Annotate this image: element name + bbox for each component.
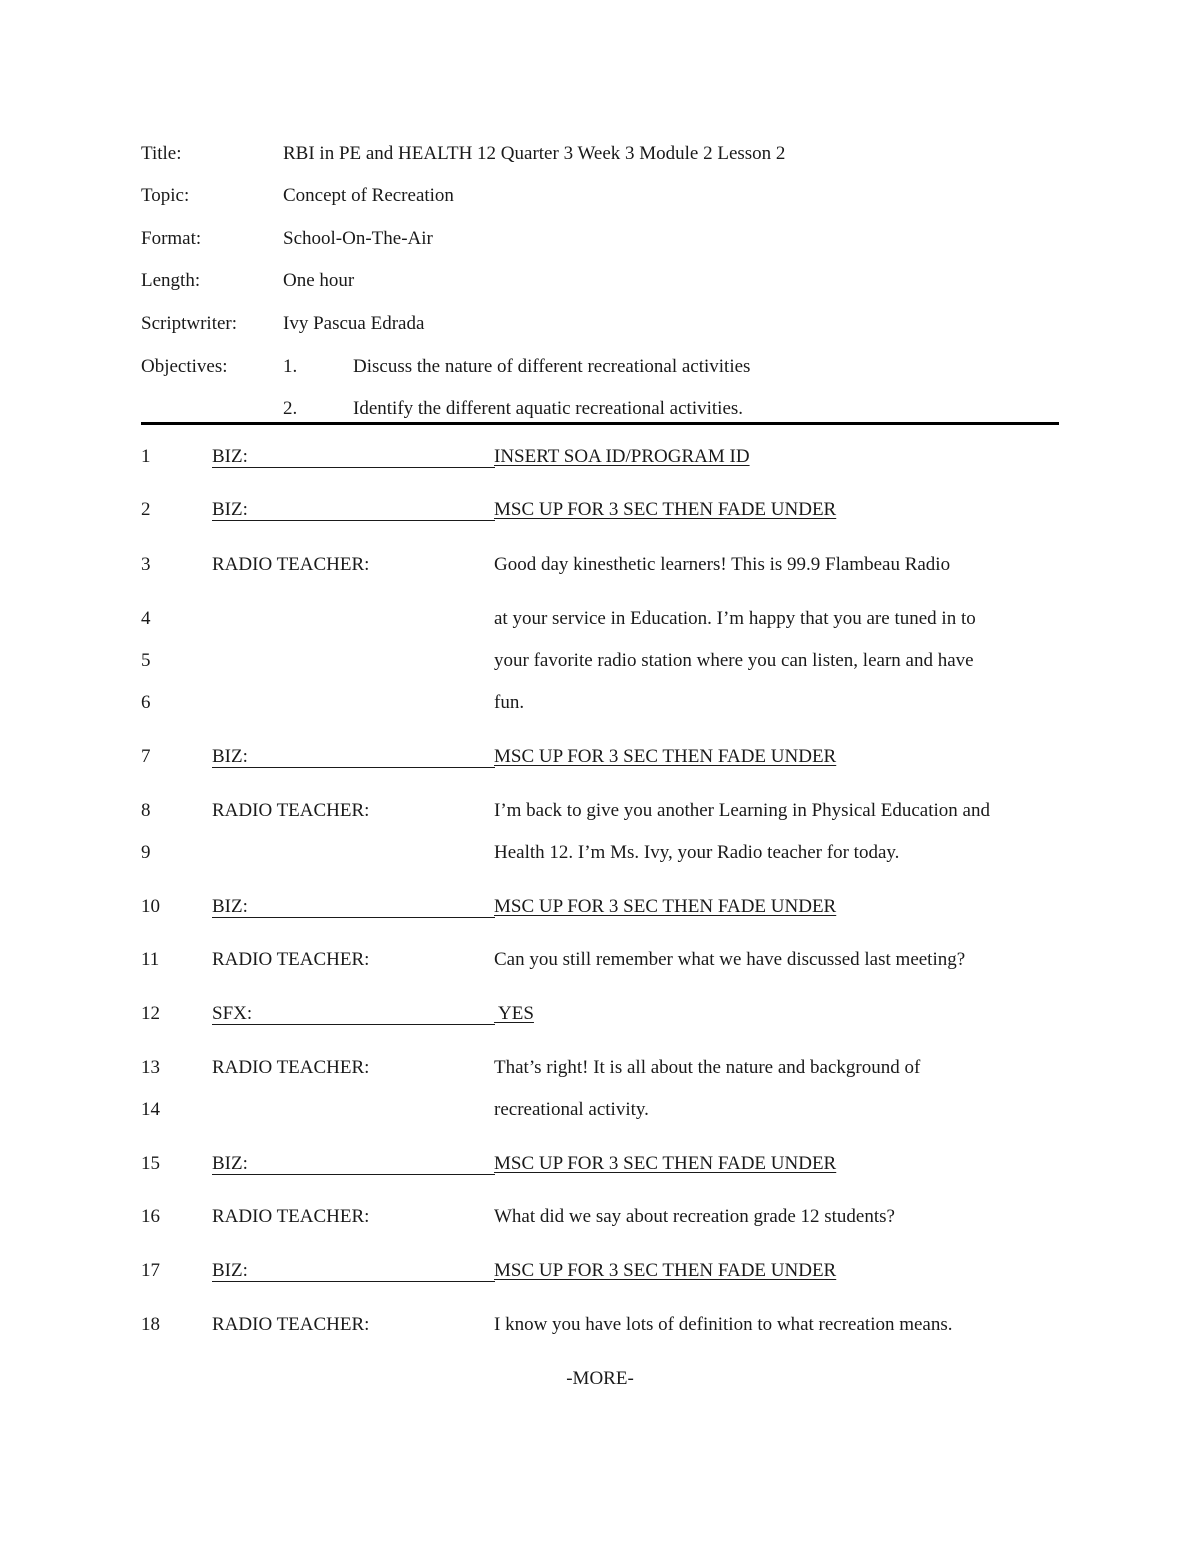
line-number: 15 <box>141 1153 160 1174</box>
production-cue: YES <box>494 1003 534 1024</box>
speaker-name: RADIO TEACHER: <box>212 1314 370 1335</box>
line-number: 12 <box>141 1003 160 1024</box>
scriptwriter-value: Ivy Pascua Edrada <box>283 313 425 334</box>
speaker-cue: BIZ: <box>212 746 248 767</box>
length-value: One hour <box>283 270 355 291</box>
cue-underline <box>212 467 495 468</box>
dialogue-text: That’s right! It is all about the nature and background of <box>494 1057 921 1078</box>
objective-number: 2. <box>283 398 298 419</box>
production-cue: INSERT SOA ID/PROGRAM ID <box>494 446 750 467</box>
dialogue-text: What did we say about recreation grade 12 students? <box>494 1206 895 1227</box>
line-number: 7 <box>141 746 151 767</box>
more-indicator: -MORE- <box>566 1368 634 1389</box>
objectives-label: Objectives: <box>141 356 228 377</box>
line-number: 5 <box>141 650 151 671</box>
speaker-name: RADIO TEACHER: <box>212 1057 370 1078</box>
scriptwriter-label: Scriptwriter: <box>141 313 238 334</box>
line-number: 17 <box>141 1260 160 1281</box>
speaker-cue: BIZ: <box>212 1260 248 1281</box>
production-cue: MSC UP FOR 3 SEC THEN FADE UNDER <box>494 1153 837 1174</box>
cue-underline <box>212 1024 495 1025</box>
dialogue-text: I’m back to give you another Learning in Physical Education and <box>494 800 990 821</box>
line-number: 1 <box>141 446 151 467</box>
speaker-name: RADIO TEACHER: <box>212 554 370 575</box>
title-label: Title: <box>141 143 182 164</box>
length-label: Length: <box>141 270 201 291</box>
dialogue-text: Good day kinesthetic learners! This is 99.9 Flambeau Radio <box>494 554 951 575</box>
topic-label: Topic: <box>141 185 190 206</box>
dialogue-text: your favorite radio station where you can listen, learn and have <box>494 650 974 671</box>
production-cue: MSC UP FOR 3 SEC THEN FADE UNDER <box>494 1260 837 1281</box>
format-label: Format: <box>141 228 202 249</box>
line-number: 8 <box>141 800 151 821</box>
speaker-cue: SFX: <box>212 1003 253 1024</box>
cue-underline <box>212 520 495 521</box>
title-value: RBI in PE and HEALTH 12 Quarter 3 Week 3 Module 2 Lesson 2 <box>283 143 786 164</box>
dialogue-text: I know you have lots of definition to what recreation means. <box>494 1314 953 1335</box>
line-number: 10 <box>141 896 160 917</box>
line-number: 11 <box>141 949 160 970</box>
cue-underline <box>212 917 495 918</box>
dialogue-text: at your service in Education. I’m happy that you are tuned in to <box>494 608 976 629</box>
line-number: 14 <box>141 1099 160 1120</box>
line-number: 9 <box>141 842 151 863</box>
format-value: School-On-The-Air <box>283 228 433 249</box>
line-number: 3 <box>141 554 151 575</box>
dialogue-text: fun. <box>494 692 525 713</box>
speaker-name: RADIO TEACHER: <box>212 949 370 970</box>
topic-value: Concept of Recreation <box>283 185 454 206</box>
production-cue: MSC UP FOR 3 SEC THEN FADE UNDER <box>494 896 837 917</box>
dialogue-text: recreational activity. <box>494 1099 649 1120</box>
objective-text: Discuss the nature of different recreational activities <box>353 356 751 377</box>
speaker-name: RADIO TEACHER: <box>212 1206 370 1227</box>
speaker-cue: BIZ: <box>212 499 248 520</box>
cue-underline <box>212 1281 495 1282</box>
production-cue: MSC UP FOR 3 SEC THEN FADE UNDER <box>494 746 837 767</box>
header-divider <box>141 422 1059 425</box>
line-number: 2 <box>141 499 151 520</box>
line-number: 13 <box>141 1057 160 1078</box>
dialogue-text: Can you still remember what we have discussed last meeting? <box>494 949 966 970</box>
speaker-cue: BIZ: <box>212 1153 248 1174</box>
speaker-name: RADIO TEACHER: <box>212 800 370 821</box>
line-number: 6 <box>141 692 151 713</box>
line-number: 18 <box>141 1314 160 1335</box>
cue-underline <box>212 767 495 768</box>
objective-text: Identify the different aquatic recreational activities. <box>353 398 744 419</box>
cue-underline <box>212 1174 495 1175</box>
speaker-cue: BIZ: <box>212 896 248 917</box>
speaker-cue: BIZ: <box>212 446 248 467</box>
line-number: 16 <box>141 1206 160 1227</box>
production-cue: MSC UP FOR 3 SEC THEN FADE UNDER <box>494 499 837 520</box>
line-number: 4 <box>141 608 151 629</box>
objective-number: 1. <box>283 356 298 377</box>
dialogue-text: Health 12. I’m Ms. Ivy, your Radio teacher for today. <box>494 842 900 863</box>
